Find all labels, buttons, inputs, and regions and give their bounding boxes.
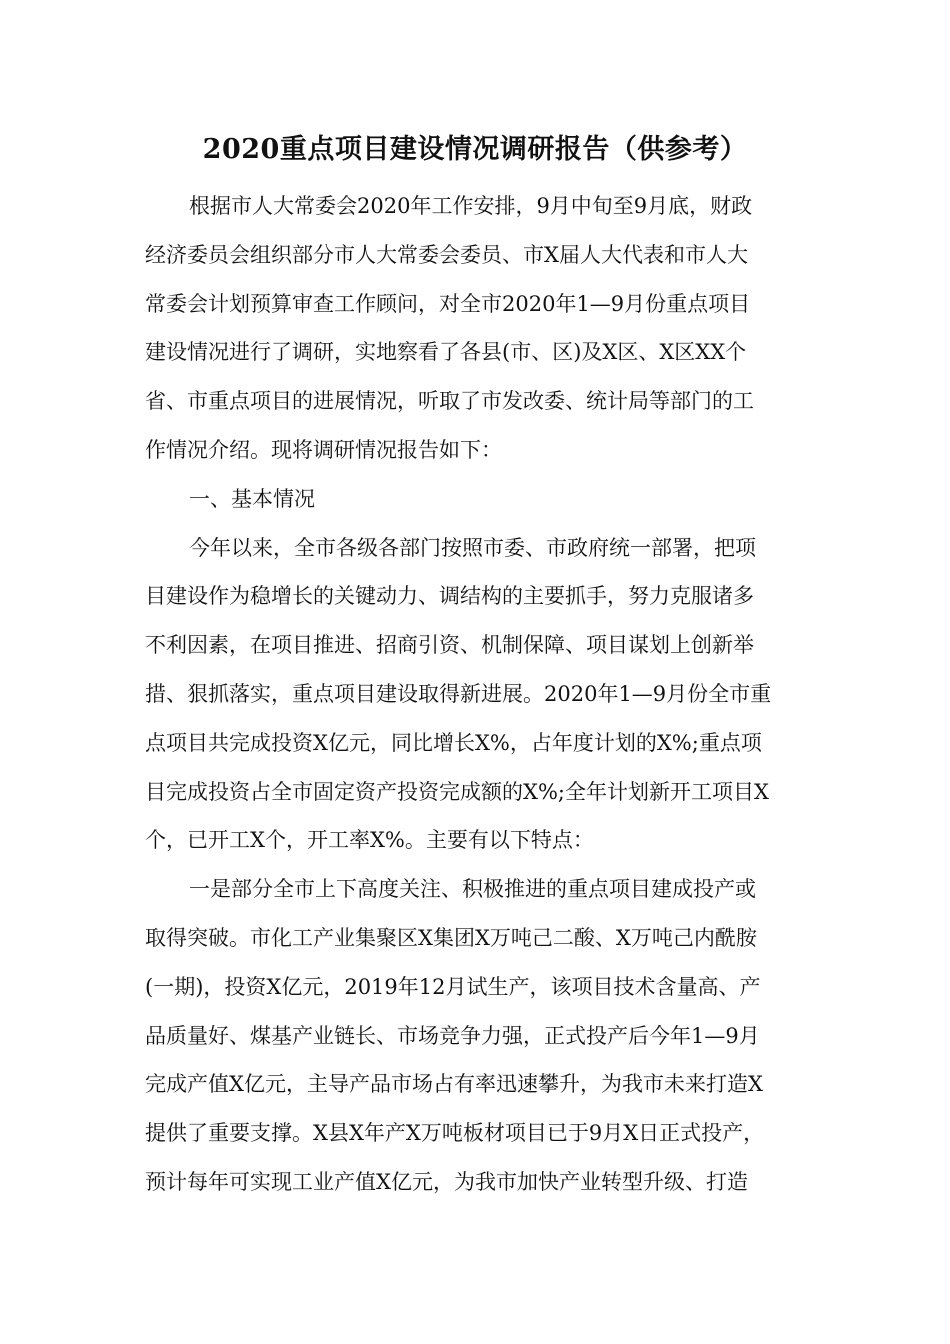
text-line: 品质量好、煤基产业链长、市场竞争力强，正式投产后今年1—9月 bbox=[145, 1023, 760, 1048]
text-line: 点项目共完成投资X亿元，同比增长X%，占年度计划的X%;重点项 bbox=[145, 730, 762, 755]
document-title: 2020重点项目建设情况调研报告（供参考） bbox=[202, 134, 748, 165]
text-line: 今年以来，全市各级各部门按照市委、市政府统一部署，把项 bbox=[189, 535, 756, 560]
text-line: 目完成投资占全市固定资产投资完成额的X%;全年计划新开工项目X bbox=[145, 779, 769, 804]
text-line: 提供了重要支撑。X县X年产X万吨板材项目已于9月X日正式投产， bbox=[145, 1121, 765, 1146]
text-line: 完成产值X亿元，主导产品市场占有率迅速攀升，为我市未来打造X bbox=[145, 1072, 763, 1097]
text-line: (一期)，投资X亿元，2019年12月试生产，该项目技术含量高、产 bbox=[145, 974, 761, 999]
text-line: 常委会计划预算审查工作顾问，对全市2020年1—9月份重点项目 bbox=[145, 291, 751, 316]
text-line: 一、基本情况 bbox=[189, 486, 315, 511]
text-line: 作情况介绍。现将调研情况报告如下： bbox=[145, 437, 502, 462]
text-line: 省、市重点项目的进展情况，听取了市发改委、统计局等部门的工 bbox=[145, 389, 754, 414]
text-line: 取得突破。市化工产业集聚区X集团X万吨己二酸、X万吨己内酰胺 bbox=[145, 925, 757, 950]
text-line: 措、狠抓落实，重点项目建设取得新进展。2020年1—9月份全市重 bbox=[145, 681, 772, 706]
text-line: 建设情况进行了调研，实地察看了各县(市、区)及X区、X区XX个 bbox=[145, 340, 747, 365]
document-body bbox=[145, 182, 815, 1207]
text-line: 一是部分全市上下高度关注、积极推进的重点项目建成投产或 bbox=[189, 877, 756, 902]
text-line: 预计每年可实现工业产值X亿元，为我市加快产业转型升级、打造 bbox=[145, 1169, 748, 1194]
text-line: 根据市人大常委会2020年工作安排，9月中旬至9月底，财政 bbox=[189, 194, 753, 218]
text-line: 个，已开工X个，开工率X%。主要有以下特点： bbox=[145, 828, 594, 853]
text-line: 经济委员会组织部分市人大常委会委员、市X届人大代表和市人大 bbox=[145, 242, 748, 267]
text-line: 不利因素，在项目推进、招商引资、机制保障、项目谋划上创新举 bbox=[145, 633, 754, 658]
text-line: 目建设作为稳增长的关键动力、调结构的主要抓手，努力克服诸多 bbox=[145, 584, 754, 609]
